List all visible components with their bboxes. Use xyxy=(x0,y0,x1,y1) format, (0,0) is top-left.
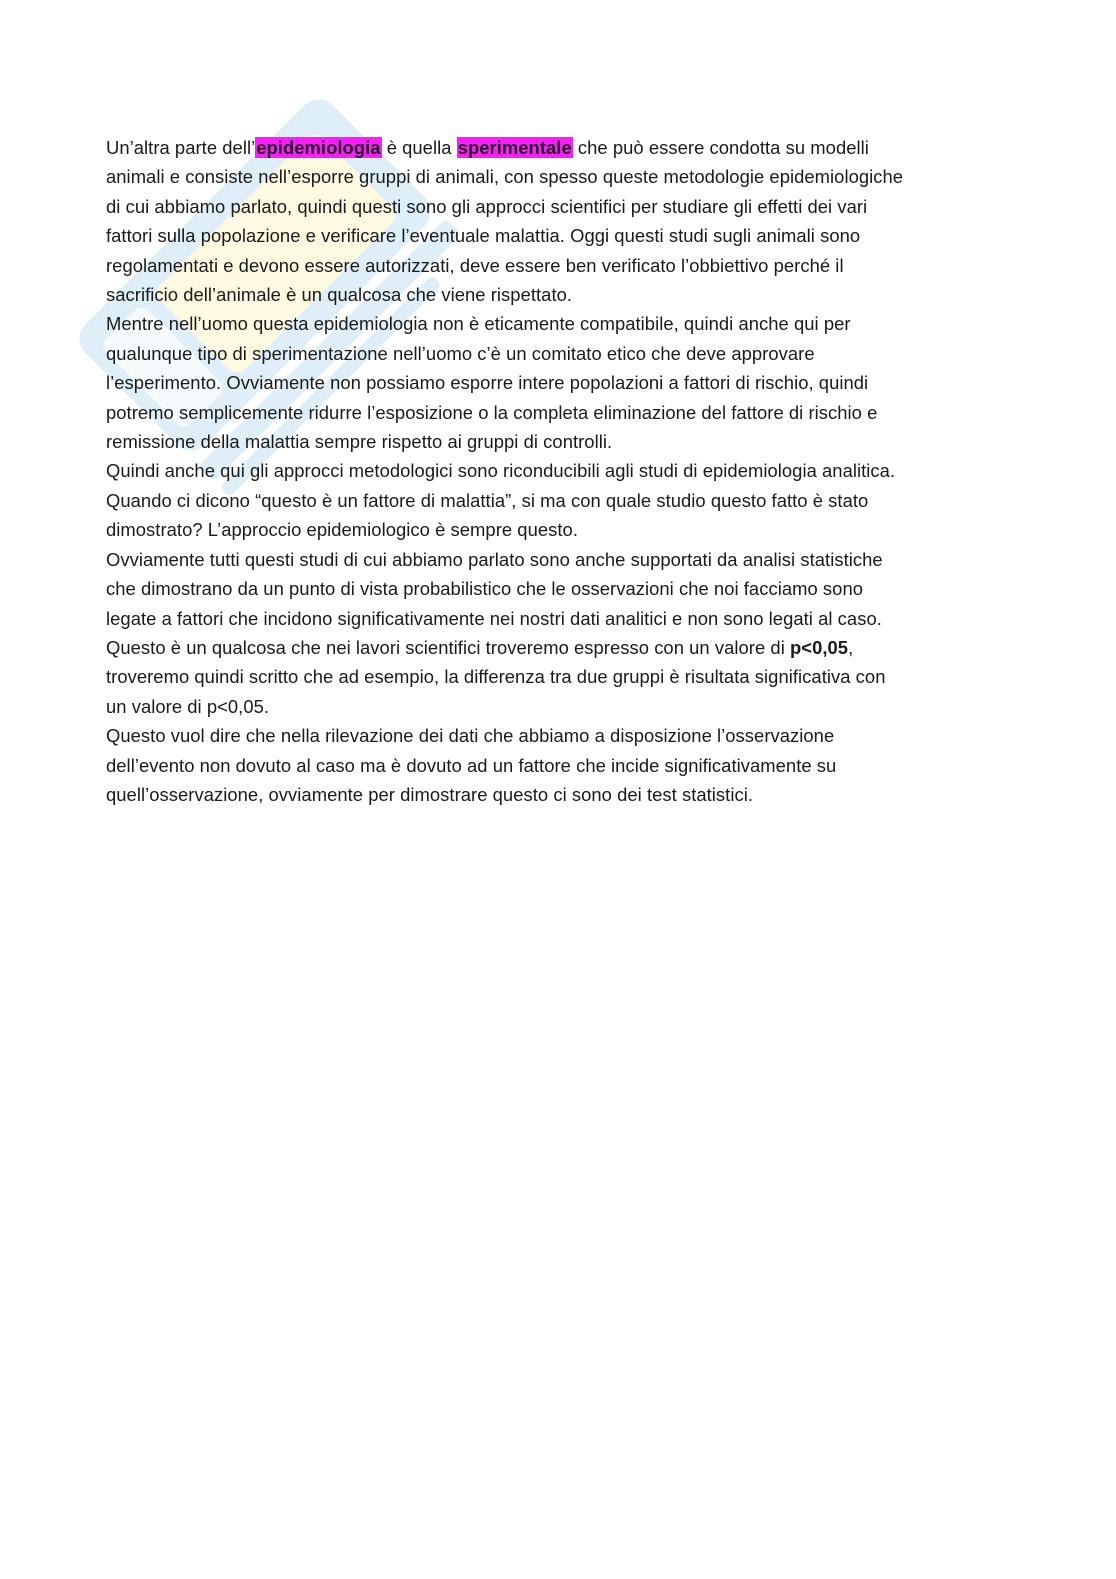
text-line xyxy=(106,574,996,603)
text-segment: animali e consiste nell’esporre gruppi di animali, con spesso queste metodologie epidemiologiche xyxy=(106,166,904,188)
text-line xyxy=(106,751,996,780)
text-line xyxy=(106,486,996,515)
text-segment: , xyxy=(848,636,854,658)
text-segment: un valore di p<0,05. xyxy=(106,695,270,717)
text-segment: Quando ci dicono “questo è un fattore di malattia”, si ma con quale studio questo fatto è stato xyxy=(106,489,869,511)
text-line xyxy=(106,780,996,809)
text-segment: Ovviamente tutti questi studi di cui abbiamo parlato sono anche supportati da analisi statistiche xyxy=(106,548,883,570)
text-line xyxy=(106,162,996,191)
text-line xyxy=(106,692,996,721)
text-line xyxy=(106,515,996,544)
text-segment: Un’altra parte dell’ xyxy=(106,137,256,158)
text-segment: di cui abbiamo parlato, quindi questi sono gli approcci scientifici per studiare gli effetti dei vari xyxy=(106,195,868,217)
text-segment: qualunque tipo di sperimentazione nell’uomo c’è un comitato etico che deve approvare xyxy=(106,342,815,364)
text-segment: fattori sulla popolazione e verificare l’eventuale malattia. Oggi questi studi sugli animali sono xyxy=(106,225,861,247)
text-segment: regolamentati e devono essere autorizzati, deve essere ben verificato l’obbiettivo perché il xyxy=(106,254,844,276)
text-segment: sacrificio dell’animale è un qualcosa che viene rispettato. xyxy=(106,284,573,306)
highlighted-term: sperimentale xyxy=(457,137,572,158)
body-text xyxy=(106,133,996,809)
text-segment: dell’evento non dovuto al caso ma è dovuto ad un fattore che incide significativamente su xyxy=(106,754,837,776)
text-line xyxy=(106,545,996,574)
bold-term: p<0,05 xyxy=(790,636,849,658)
text-line xyxy=(106,721,996,750)
text-segment: che dimostrano da un punto di vista probabilistico che le osservazioni che noi facciamo sono xyxy=(106,578,863,600)
text-segment: potremo semplicemente ridurre l’esposizione o la completa eliminazione del fattore di rischio e xyxy=(106,401,878,423)
text-line xyxy=(106,427,996,456)
text-line xyxy=(106,309,996,338)
text-segment: legate a fattori che incidono significativamente nei nostri dati analitici e non sono legati al caso. xyxy=(106,607,882,629)
text-segment: l’esperimento. Ovviamente non possiamo esporre intere popolazioni a fattori di rischio, quindi xyxy=(106,372,869,394)
highlighted-term: epidemiologia xyxy=(256,137,381,158)
text-line xyxy=(106,192,996,221)
text-segment: quell’osservazione, ovviamente per dimostrare questo ci sono dei test statistici. xyxy=(106,783,754,805)
text-line xyxy=(106,398,996,427)
text-segment: Questo vuol dire che nella rilevazione dei dati che abbiamo a disposizione l’osservazione xyxy=(106,725,835,747)
text-line xyxy=(106,633,996,662)
text-segment: Questo è un qualcosa che nei lavori scientifici troveremo espresso con un valore di xyxy=(106,636,790,658)
text-segment: remissione della malattia sempre rispetto ai gruppi di controlli. xyxy=(106,431,613,453)
text-segment: dimostrato? L’approccio epidemiologico è sempre questo. xyxy=(106,519,578,541)
text-line xyxy=(106,368,996,397)
text-line xyxy=(106,221,996,250)
text-line xyxy=(106,662,996,691)
text-segment: che può essere condotta su modelli xyxy=(572,137,869,158)
text-line xyxy=(106,133,996,162)
text-line xyxy=(106,251,996,280)
text-segment: troveremo quindi scritto che ad esempio, la differenza tra due gruppi è risultata significativa con xyxy=(106,666,886,688)
text-segment: Mentre nell’uomo questa epidemiologia non è eticamente compatibile, quindi anche qui per xyxy=(106,313,851,335)
text-line xyxy=(106,280,996,309)
text-segment: è quella xyxy=(381,137,457,158)
text-line xyxy=(106,456,996,485)
text-line xyxy=(106,339,996,368)
text-segment: Quindi anche qui gli approcci metodologici sono riconducibili agli studi di epidemiologia analitica. xyxy=(106,460,896,482)
text-line xyxy=(106,604,996,633)
